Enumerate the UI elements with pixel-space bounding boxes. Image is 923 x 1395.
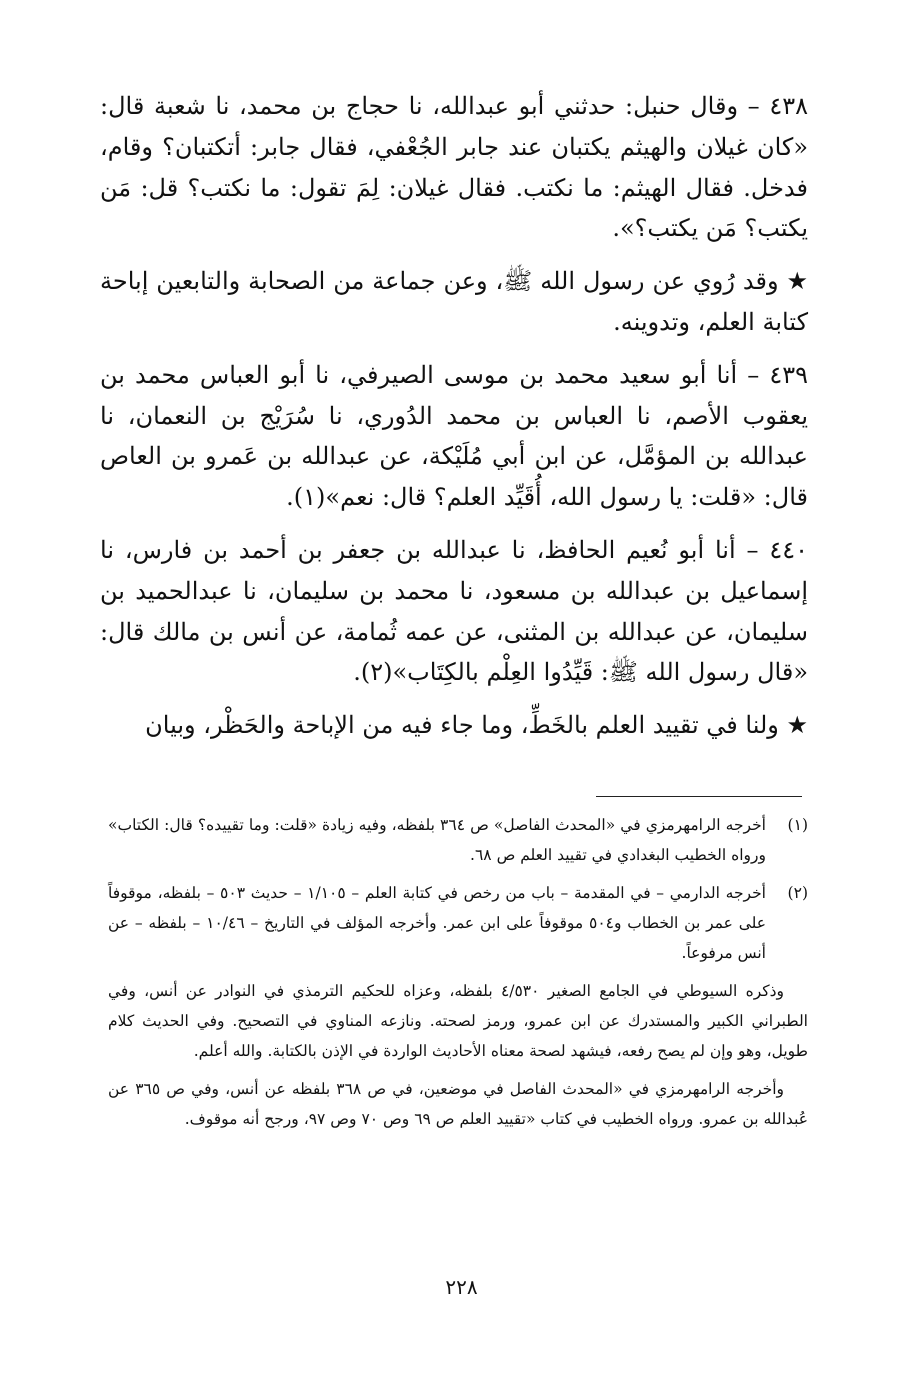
- paragraph-note-permission: ★ وقد رُوي عن رسول الله ﷺ، وعن جماعة من الصحابة والتابعين إباحة كتابة العلم، وتدوينه.: [100, 267, 808, 336]
- page-number: ٢٢٨: [445, 1275, 478, 1299]
- footnote-2: [108, 878, 808, 968]
- footnote-1-mark: (١): [787, 816, 808, 834]
- footnotes: [108, 810, 808, 1142]
- paragraph-closing: ★ ولنا في تقييد العلم بالخَطِّ، وما جاء فيه من الإباحة والحَظْر، وبيان: [145, 711, 808, 740]
- footnote-2-continuation-1: وذكره السيوطي في الجامع الصغير ٤/٥٣٠ بلفظه، وعزاه للحكيم الترمذي في النوادر عن أنس، وفي الطبراني الكبير والمستدرك عن ابن عمرو، ورمز لصحته. ونازعه المناوي في التصحيح. وفي الحديث كلام طويل، وهو وإن لم يصح رفعه، فيشهد لصحة معناه الأحاديث الواردة في الإذن بالكتابة. والله أعلم.: [108, 982, 808, 1060]
- paragraph-438: ٤٣٨ – وقال حنبل: حدثني أبو عبدالله، نا حجاج بن محمد، نا شعبة قال: «كان غيلان والهيثم يكتبان عند جابر الجُعْفي، فقال جابر: أتكتبان؟ وقام، فدخل. فقال الهيثم: ما نكتب. فقال غيلان: لِمَ تقول: ما نكتب؟ قل: مَن يكتب؟ مَن يكتب؟».: [100, 92, 809, 243]
- footnote-2-text: أخرجه الدارمي – في المقدمة – باب من رخص في كتابة العلم – ١/١٠٥ – حديث ٥٠٣ – بلفظه، موقوفاً على عمر بن الخطاب و٥٠٤ موقوفاً على ابن عمر. وأخرجه المؤلف في التاريخ – ١٠/٤٦ – بلفظه – عن أنس مرفوعاً.: [108, 884, 766, 962]
- main-text: [100, 86, 808, 758]
- paragraph-440: ٤٤٠ – أنا أبو نُعيم الحافظ، نا عبدالله بن جعفر بن أحمد بن فارس، نا إسماعيل بن عبدالله بن مسعود، نا محمد بن سليمان، نا عبدالحميد بن سليمان، عن عبدالله بن المثنى، عن عمه ثُمامة، عن أنس بن مالك قال: «قال رسول الله ﷺ: قَيِّدُوا العِلْم بالكِتَاب»(٢).: [100, 535, 808, 687]
- footnote-1: [108, 810, 808, 870]
- footnote-separator: [596, 796, 802, 797]
- paragraph-439: ٤٣٩ – أنا أبو سعيد محمد بن موسى الصيرفي، نا أبو العباس محمد بن يعقوب الأصم، نا العباس بن محمد الدُوري، نا سُرَيْج بن النعمان، نا عبدالله بن المؤمَّل، عن ابن أبي مُلَيْكة، عن عبدالله بن عَمرو بن العاص قال: «قلت: يا رسول الله، أُقَيِّد العلم؟ قال: نعم»(١).: [100, 360, 808, 512]
- footnote-1-text: أخرجه الرامهرمزي في «المحدث الفاصل» ص ٣٦٤ بلفظه، وفيه زيادة «قلت: وما تقييده؟ قال: الكتاب» ورواه الخطيب البغدادي في تقييد العلم ص ٦٨.: [108, 816, 766, 864]
- footnote-2-continuation-2: وأخرجه الرامهرمزي في «المحدث الفاصل في موضعين، في ص ٣٦٨ بلفظه عن أنس، وفي ص ٣٦٥ عن عُبدالله بن عمرو. ورواه الخطيب في كتاب «تقييد العلم ص ٦٩ وص ٧٠ وص ٩٧، ورجح أنه موقوف.: [108, 1080, 808, 1128]
- footnote-2-mark: (٢): [787, 884, 808, 902]
